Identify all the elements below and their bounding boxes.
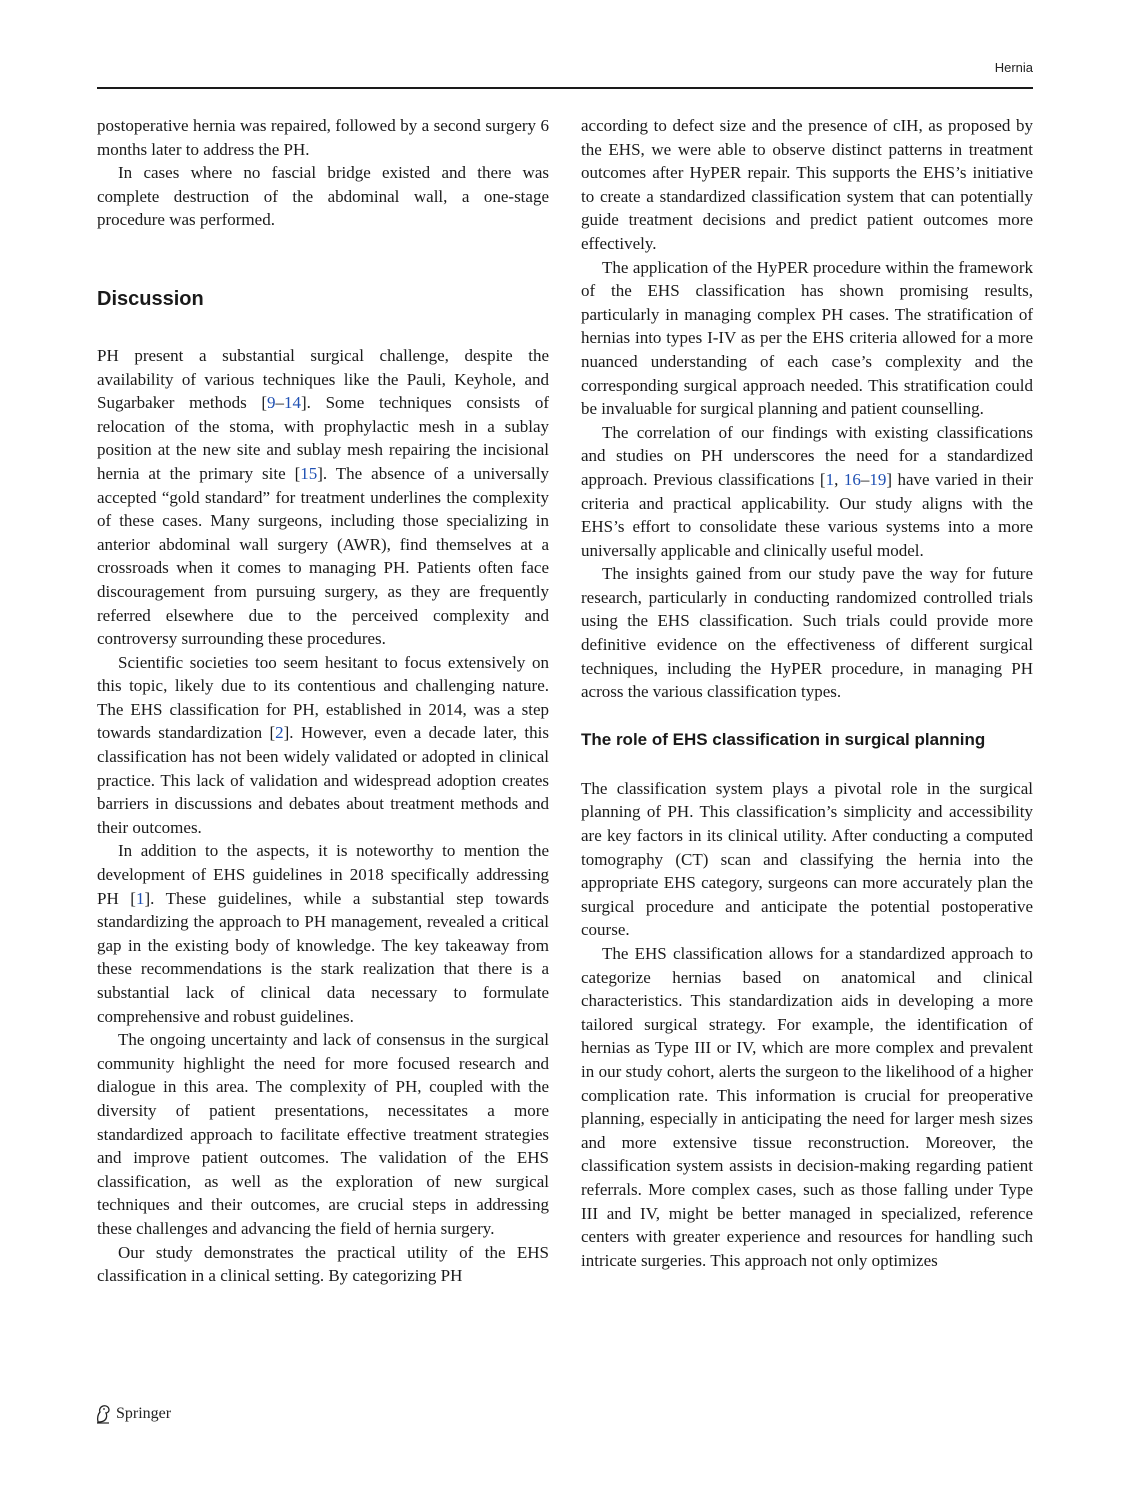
citation-link[interactable]: 1 (825, 469, 835, 489)
paragraph: The ongoing uncertainty and lack of consensus in the surgical community highlight the need for more focused research and dialogue in this area. The complexity of PH, coupled with the diversity of patient presentations, necessitates a more standardized approach to facilitate effective treatment strategies and improve patient outcomes. The validation of the EHS classification, as well as the exploration of new surgical techniques and their outcomes, are crucial steps in addressing these challenges and advancing the field of hernia surgery. (97, 1030, 549, 1238)
paragraph: In cases where no fascial bridge existed and there was complete destruction of the abdominal wall, a one-stage procedure was performed. (97, 163, 549, 230)
paragraph: according to defect size and the presence of cIH, as proposed by the EHS, we were able to observe distinct patterns in treatment outcomes after HyPER repair. This supports the EHS’s initiative to create a standardized classification system that can potentially guide treatment decisions and predict patient outcomes more effectively. (581, 116, 1033, 253)
paragraph: The EHS classification allows for a standardized approach to categorize hernias based on anatomical and clinical characteristics. This standardization aids in developing a more tailored surgical strategy. For example, the identification of hernias as Type III or IV, which are more complex and prevalent in our study cohort, alerts the surgeon to the likelihood of a higher complication rate. This information is crucial for preoperative planning, especially in anticipating the need for larger mesh sizes and more extensive tissue reconstruction. Moreover, the classification system assists in decision-making regarding patient referrals. More complex cases, such as those falling under Type III and IV, might be better managed in specialized, reference centers with greater experience and resources for handling such intricate surgeries. This approach not only optimizes (581, 944, 1033, 1270)
paragraph: The correlation of our findings with existing classifications and studies on PH underscores the need for a standardized approach. Previous classifications [1, 16–19] have varied in their criteria and practical applicability. Our study aligns with the EHS’s effort to consolidate these various systems into a more universally applicable and clinically useful model. (581, 422, 1033, 560)
header-rule (97, 87, 1033, 89)
publisher-name: Springer (116, 1405, 172, 1422)
paragraph: The insights gained from our study pave the way for future research, particularly in conducting randomized controlled trials using the EHS classification. Such trials could provide more definitive evidence on the effectiveness of different surgical techniques, including the HyPER procedure, in managing PH across the various classification types. (581, 564, 1033, 702)
springer-horse-icon (94, 1404, 112, 1424)
citation-link[interactable]: 14 (284, 393, 302, 413)
paragraph: Our study demonstrates the practical utility of the EHS classification in a clinical setting. By categorizing PH (97, 1242, 549, 1286)
citation-link[interactable]: 2 (275, 723, 284, 743)
subsection-heading: The role of EHS classification in surgical planning (581, 729, 986, 749)
section-heading-discussion: Discussion (97, 287, 204, 310)
paragraph: The classification system plays a pivotal role in the surgical planning of PH. This classification’s simplicity and accessibility are key factors in its clinical utility. After conducting a computed tomography (CT) scan and classifying the hernia into the appropriate EHS category, surgeons can more accurately plan the surgical procedure and anticipate the potential postoperative course. (581, 778, 1033, 940)
right-column (581, 114, 1033, 1272)
paragraph: In addition to the aspects, it is noteworthy to mention the development of EHS guidelines in 2018 specifically addressing PH [1]. These guidelines, while a substantial step towards standardizing the approach to PH management, revealed a critical gap in the existing body of knowledge. The key takeaway from these recommendations is the stark realization that there is a substantial lack of clinical data necessary to formulate comprehensive and robust guidelines. (97, 841, 549, 1026)
running-head: Hernia (994, 60, 1033, 75)
left-column (97, 114, 549, 1288)
footer (94, 1404, 171, 1424)
citation-link[interactable]: 9 (267, 393, 276, 413)
paragraph: Scientific societies too seem hesitant to focus extensively on this topic, likely due to its contentious and challenging nature. The EHS classification for PH, established in 2014, was a step towards standardization [2]. However, even a decade later, this classification has not been widely validated or adopted in clinical practice. This lack of validation and widespread adoption creates barriers in discussions and debates about treatment methods and their outcomes. (97, 652, 549, 837)
citation-link[interactable]: 1 (135, 888, 145, 908)
paragraph: The application of the HyPER procedure within the framework of the EHS classification has shown promising results, particularly in managing complex PH cases. The stratification of hernias into types I-IV as per the EHS criteria allowed for a more nuanced understanding of each case’s complexity and the corresponding surgical approach needed. This stratification could be invaluable for surgical planning and patient counselling. (581, 257, 1033, 419)
paragraph: postoperative hernia was repaired, followed by a second surgery 6 months later to address the PH. (97, 116, 549, 159)
citation-link[interactable]: 16 (843, 469, 861, 489)
citation-link[interactable]: 15 (300, 463, 318, 483)
citation-link[interactable]: 19 (869, 469, 887, 489)
paragraph: PH present a substantial surgical challenge, despite the availability of various techniques like the Pauli, Keyhole, and Sugarbaker methods [9–14]. Some techniques consists of relocation of the stoma, with prophylactic mesh in a sublay position at the new site and sublay mesh repairing the incisional hernia at the primary site [15]. The absence of a universally accepted “gold standard” for treatment underlines the complexity of these cases. Many surgeons, including those specializing in anterior abdominal wall surgery (AWR), find themselves at a crossroads when it comes to managing PH. Patients often face discouragement from pursuing surgery, as they are frequently referred elsewhere due to the perceived complexity and controversy surrounding these procedures. (97, 345, 549, 649)
